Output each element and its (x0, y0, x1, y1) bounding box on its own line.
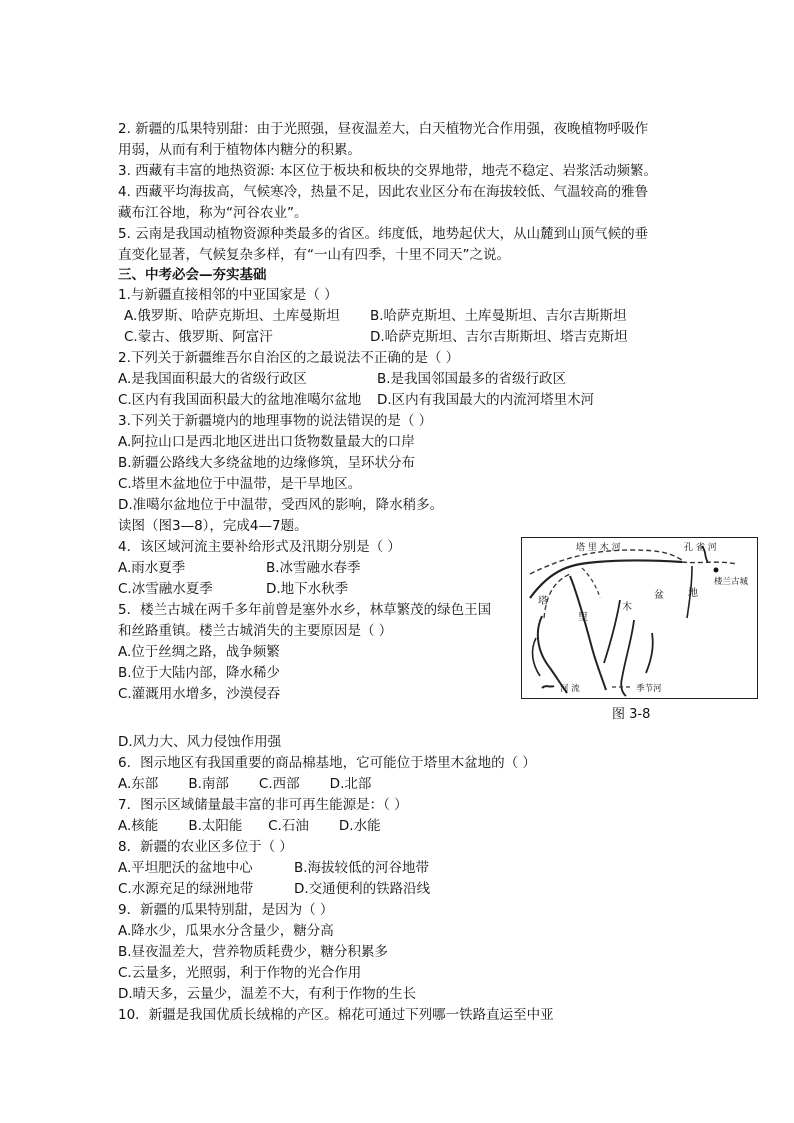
river-south-1 (604, 600, 620, 663)
figure-caption: 图 3-8 (612, 707, 651, 722)
question-1-stem: 1.与新疆直接相邻的中亚国家是（ ） (118, 287, 338, 303)
intro-paragraph-4-line-2: 藏布江谷地，称为“河谷农业”。 (118, 205, 308, 221)
question-1-option-b: B.哈萨克斯坦、土库曼斯坦、吉尔吉斯斯坦 (370, 308, 627, 324)
river-west-2 (570, 576, 606, 690)
question-3-stem: 3.下列关于新疆境内的地理事物的说法错误的是（ ） (118, 413, 433, 429)
question-3-option-c: C.塔里木盆地位于中温带，是干旱地区。 (118, 476, 362, 492)
question-3-option-d: D.准噶尔盆地位于中温带，受西风的影响，降水稍多。 (118, 497, 444, 513)
kongque-river-line (682, 562, 737, 564)
map-label-pen: 盆 (654, 590, 664, 601)
map-label-kongque-river: 孔 雀 河 (684, 543, 717, 553)
question-9-option-c: C.云量多，光照弱，利于作物的光合作用 (118, 965, 362, 981)
intro-paragraph-2-line-2: 用弱，从而有利于植物体内糖分的积累。 (118, 142, 361, 158)
question-5-option-b: B.位于大陆内部，降水稀少 (118, 665, 281, 681)
question-4-option-a: A.雨水夏季 (118, 560, 186, 576)
question-2-option-d: D.区内有我国最大的内流河塔里木河 (377, 392, 595, 408)
map-label-di: 地 (688, 588, 698, 599)
question-8-option-d: D.交通便利的铁路沿线 (294, 881, 431, 897)
legend-river-label: 河 流 (560, 684, 580, 694)
question-1-option-a: A.俄罗斯、哈萨克斯坦、土库曼斯坦 (124, 308, 340, 324)
question-8-option-b: B.海拔较低的河谷地带 (294, 860, 430, 876)
question-5-option-c: C.灌溉用水增多，沙漠侵吞 (118, 686, 281, 702)
river-south-3 (646, 633, 653, 673)
map-label-loulan: 楼兰古城 (714, 577, 749, 587)
question-7-stem: 7．图示区域储量最丰富的非可再生能源是：（ ） (118, 797, 408, 813)
question-9-option-d: D.晴天多，云量少，温差不大，有利于作物的生长 (118, 986, 417, 1002)
question-8-option-c: C.水源充足的绿洲地带 (118, 881, 254, 897)
map-label-tarim-river: 塔 里 木 河 (576, 543, 621, 553)
intro-paragraph-3: 3. 西藏有丰富的地热资源: 本区位于板块和板块的交界地带，地壳不稳定、岩浆活动频繁。 (118, 163, 658, 179)
question-6-options: A.东部 B.南部 C.西部 D.北部 (118, 776, 372, 792)
read-figure-instruction: 读图（图3—8），完成4—7题。 (118, 518, 308, 534)
question-4-option-c: C.冰雪融水夏季 (118, 581, 213, 597)
map-label-ta: 塔 (538, 596, 548, 607)
question-5-stem-line-2: 和丝路重镇。楼兰古城消失的主要原因是（ ） (118, 623, 393, 639)
question-4-stem: 4．该区域河流主要补给形式及汛期分别是（ ） (118, 539, 401, 555)
question-8-option-a: A.平坦肥沃的盆地中心 (118, 860, 253, 876)
question-10-stem: 10．新疆是我国优质长绒棉的产区。棉花可通过下列哪一铁路直运至中亚 (118, 1007, 554, 1023)
intro-paragraph-4-line-1: 4. 西藏平均海拔高，气候寒冷，热量不足，因此农业区分布在海拔较低、气温较高的雅鲁 (118, 184, 649, 200)
river-south-2 (621, 620, 634, 696)
seasonal-river-inner (582, 568, 600, 598)
question-1-option-c: C.蒙古、俄罗斯、阿富汗 (124, 329, 273, 345)
question-1-option-d: D.哈萨克斯坦、吉尔吉斯斯坦、塔吉克斯坦 (370, 329, 628, 345)
tarim-basin-map (521, 537, 758, 699)
question-2-stem: 2.下列关于新疆维吾尔自治区的之最说法不正确的是（ ） (118, 350, 460, 366)
question-6-stem: 6．图示地区有我国重要的商品棉基地，它可能位于塔里木盆地的（ ） (118, 755, 536, 771)
question-5-stem-line-1: 5．楼兰古城在两千多年前曾是塞外水乡，林草繁茂的绿色王国 (118, 602, 492, 618)
question-3-option-b: B.新疆公路线大多绕盆地的边缘修筑，呈环状分布 (118, 455, 416, 471)
question-7-options: A.核能 B.太阳能 C.石油 D.水能 (118, 818, 381, 834)
question-4-option-b: B.冰雪融水春季 (266, 560, 361, 576)
legend-river-symbol (542, 686, 554, 688)
map-label-mu: 木 (622, 602, 632, 613)
river-west-1 (538, 616, 567, 693)
intro-paragraph-5-line-1: 5. 云南是我国动植物资源种类最多的省区。纬度低，地势起伏大，从山麓到山顶气候的垂 (118, 226, 649, 242)
question-2-option-c: C.区内有我国面积最大的盆地准噶尔盆地 (118, 392, 362, 408)
legend-seasonal-label: 季节河 (636, 684, 662, 694)
map-drawing (522, 538, 757, 698)
question-2-option-a: A.是我国面积最大的省级行政区 (118, 371, 307, 387)
question-5-option-d: D.风力大、风力侵蚀作用强 (118, 734, 282, 750)
question-8-stem: 8．新疆的农业区多位于（ ） (118, 839, 293, 855)
question-4-option-d: D.地下水秋季 (266, 581, 349, 597)
question-9-option-b: B.昼夜温差大，营养物质耗费少，糖分积累多 (118, 944, 389, 960)
question-9-option-a: A.降水少，瓜果水分含量少，糖分高 (118, 923, 334, 939)
section-title: 三、中考必会—夯实基础 (118, 267, 267, 283)
question-3-option-a: A.阿拉山口是西北地区进出口货物数量最大的口岸 (118, 434, 415, 450)
intro-paragraph-2-line-1: 2. 新疆的瓜果特别甜：由于光照强，昼夜温差大，白天植物光合作用强，夜晚植物呼吸作 (118, 121, 649, 137)
question-2-option-b: B.是我国邻国最多的省级行政区 (377, 371, 567, 387)
question-5-option-a: A.位于丝绸之路，战争频繁 (118, 644, 280, 660)
map-label-li: 里 (578, 612, 588, 623)
intro-paragraph-5-line-2: 直变化显著，气候复杂多样，有“一山有四季，十里不同天”之说。 (118, 247, 510, 263)
question-9-stem: 9．新疆的瓜果特别甜，是因为（ ） (118, 902, 334, 918)
loulan-city-dot (714, 568, 719, 573)
